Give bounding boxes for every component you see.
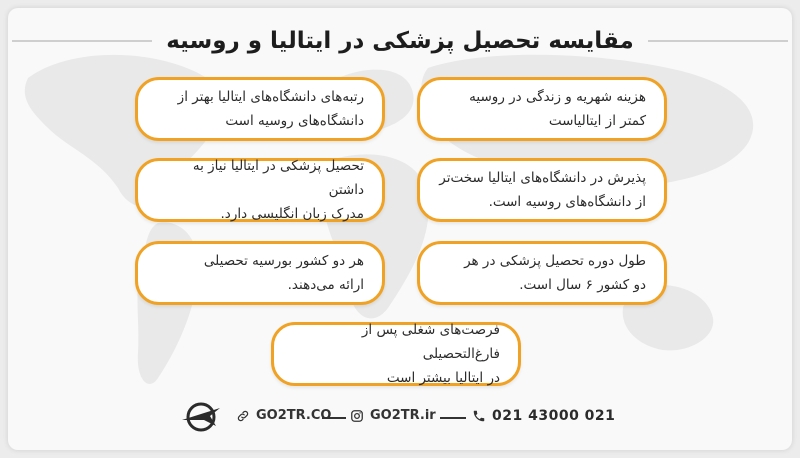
comparison-item-scholarship: هر دو کشور بورسیه تحصیلی ارائه می‌دهند. <box>135 241 385 305</box>
website-url: GO2TR.CO <box>256 408 332 423</box>
footer-instagram <box>350 408 436 423</box>
footer-phone <box>472 408 615 424</box>
comparison-item-ranking: رتبه‌های دانشگاه‌های ایتالیا بهتر از دانشگاه‌های روسیه است <box>135 77 385 141</box>
link-icon <box>236 409 250 423</box>
page-title: مقایسه تحصیل پزشکی در ایتالیا و روسیه <box>166 28 634 54</box>
instagram-handle: GO2TR.ir <box>370 408 436 423</box>
footer-bar <box>8 400 792 434</box>
title-line-right <box>648 40 788 42</box>
comparison-item-jobs: فرصت‌های شغلی پس از فارغ‌التحصیلی در ایتالیا بیشتر است <box>271 322 521 386</box>
footer-website <box>236 408 331 423</box>
title-row <box>8 28 792 54</box>
comparison-item-admission: پذیرش در دانشگاه‌های ایتالیا سخت‌تر از دانشگاه‌های روسیه است. <box>417 158 667 222</box>
title-line-left <box>12 40 152 42</box>
instagram-icon <box>350 409 364 423</box>
footer-separator <box>440 417 466 419</box>
logo-plane-icon <box>180 400 222 434</box>
infographic-card <box>8 8 792 450</box>
comparison-item-duration: طول دوره تحصیل پزشکی در هر دو کشور ۶ سال است. <box>417 241 667 305</box>
phone-icon <box>472 409 486 423</box>
comparison-item-language: تحصیل پزشکی در ایتالیا نیاز به داشتن مدرک زبان انگلیسی دارد. <box>135 158 385 222</box>
phone-number: 021 43000 021 <box>492 408 616 424</box>
comparison-item-cost: هزینه شهریه و زندگی در روسیه کمتر از ایتالیاست <box>417 77 667 141</box>
